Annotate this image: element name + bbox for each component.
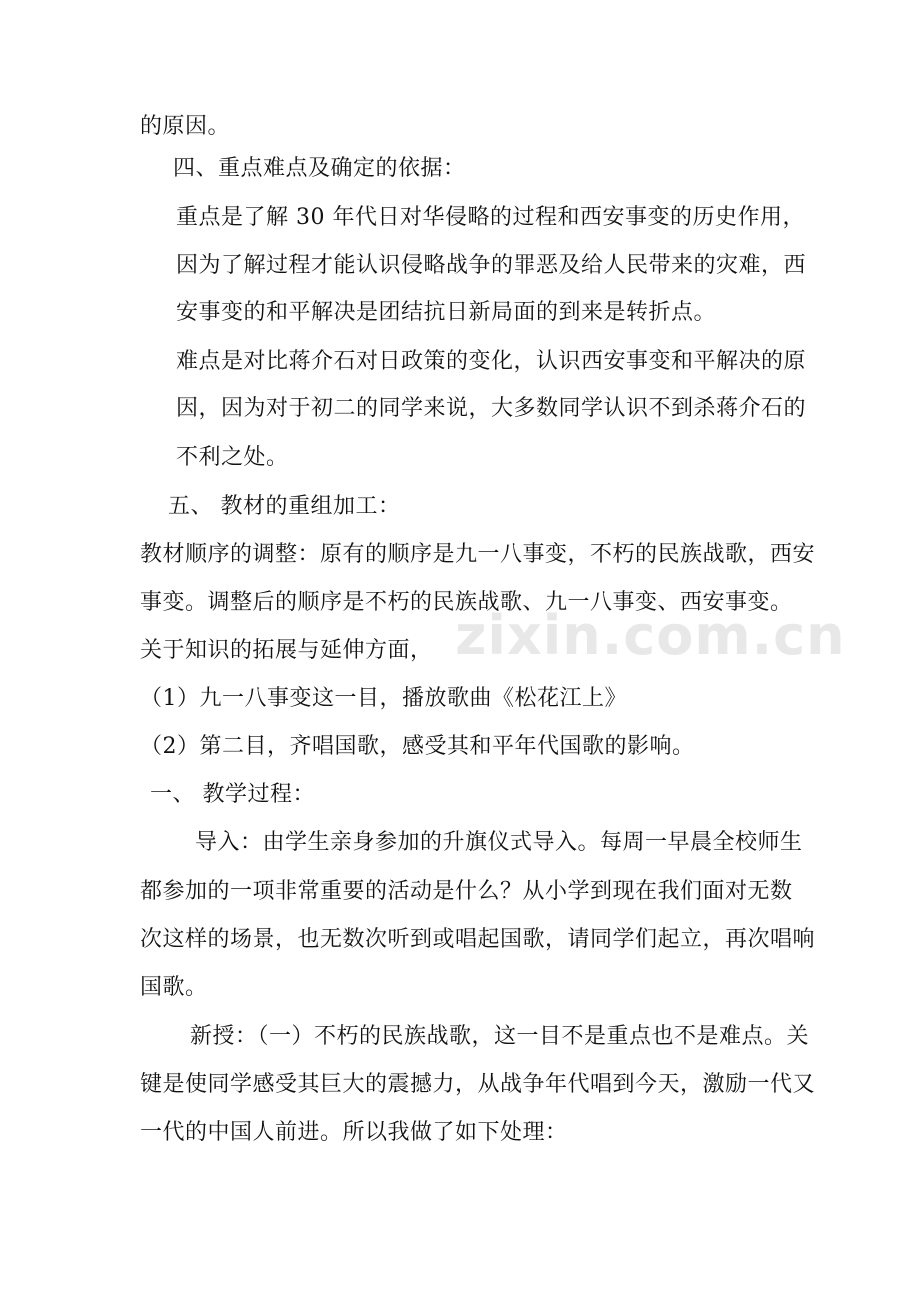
text-line: 键是使同学感受其巨大的震撼力，从战争年代唱到今天，激励一代又 [140,1072,816,1097]
text-line: 重点是了解 30 年代日对华侵略的过程和西安事变的历史作用， [176,205,805,230]
text-line: 安事变的和平解决是团结抗日新局面的到来是转折点。 [176,300,717,325]
watermark: zixin.com.cn [455,604,846,667]
section-heading: 一、 教学过程： [150,782,315,807]
text-line: 不利之处。 [176,445,289,470]
text-line: 事变。调整后的顺序是不朽的民族战歌、九一八事变、西安事变。 [140,590,793,615]
section-heading: 五、 教材的重组加工： [168,494,401,519]
text-line: 关于知识的拓展与延伸方面， [140,638,433,663]
list-item: （2）第二目，齐唱国歌，感受其和平年代国歌的影响。 [140,734,695,759]
text-line: 因，因为对于初二的同学来说，大多数同学认识不到杀蒋介石的 [176,396,807,421]
list-item: （1）九一八事变这一目，播放歌曲《松花江上》 [140,686,627,711]
text-line: 因为了解过程才能认识侵略战争的罪恶及给人民带来的灾难，西 [176,253,807,278]
text-line: 一代的中国人前进。所以我做了如下处理： [140,1120,568,1145]
text-line: 次这样的场景，也无数次听到或唱起国歌，请同学们起立，再次唱响 [140,927,816,952]
text-line: 都参加的一项非常重要的活动是什么？从小学到现在我们面对无数 [140,879,793,904]
section-heading: 四、重点难点及确定的依据： [173,156,466,181]
text-line: 的原因。 [140,114,231,139]
text-line: 教材顺序的调整：原有的顺序是九一八事变，不朽的民族战歌，西安 [140,542,816,567]
text-line: 难点是对比蒋介石对日政策的变化，认识西安事变和平解决的原 [176,349,807,374]
text-line: 新授：（一）不朽的民族战歌，这一目不是重点也不是难点。关 [190,1024,810,1049]
text-line: 国歌。 [140,975,208,1000]
text-line: 导入：由学生亲身参加的升旗仪式导入。每周一早晨全校师生 [195,830,803,855]
